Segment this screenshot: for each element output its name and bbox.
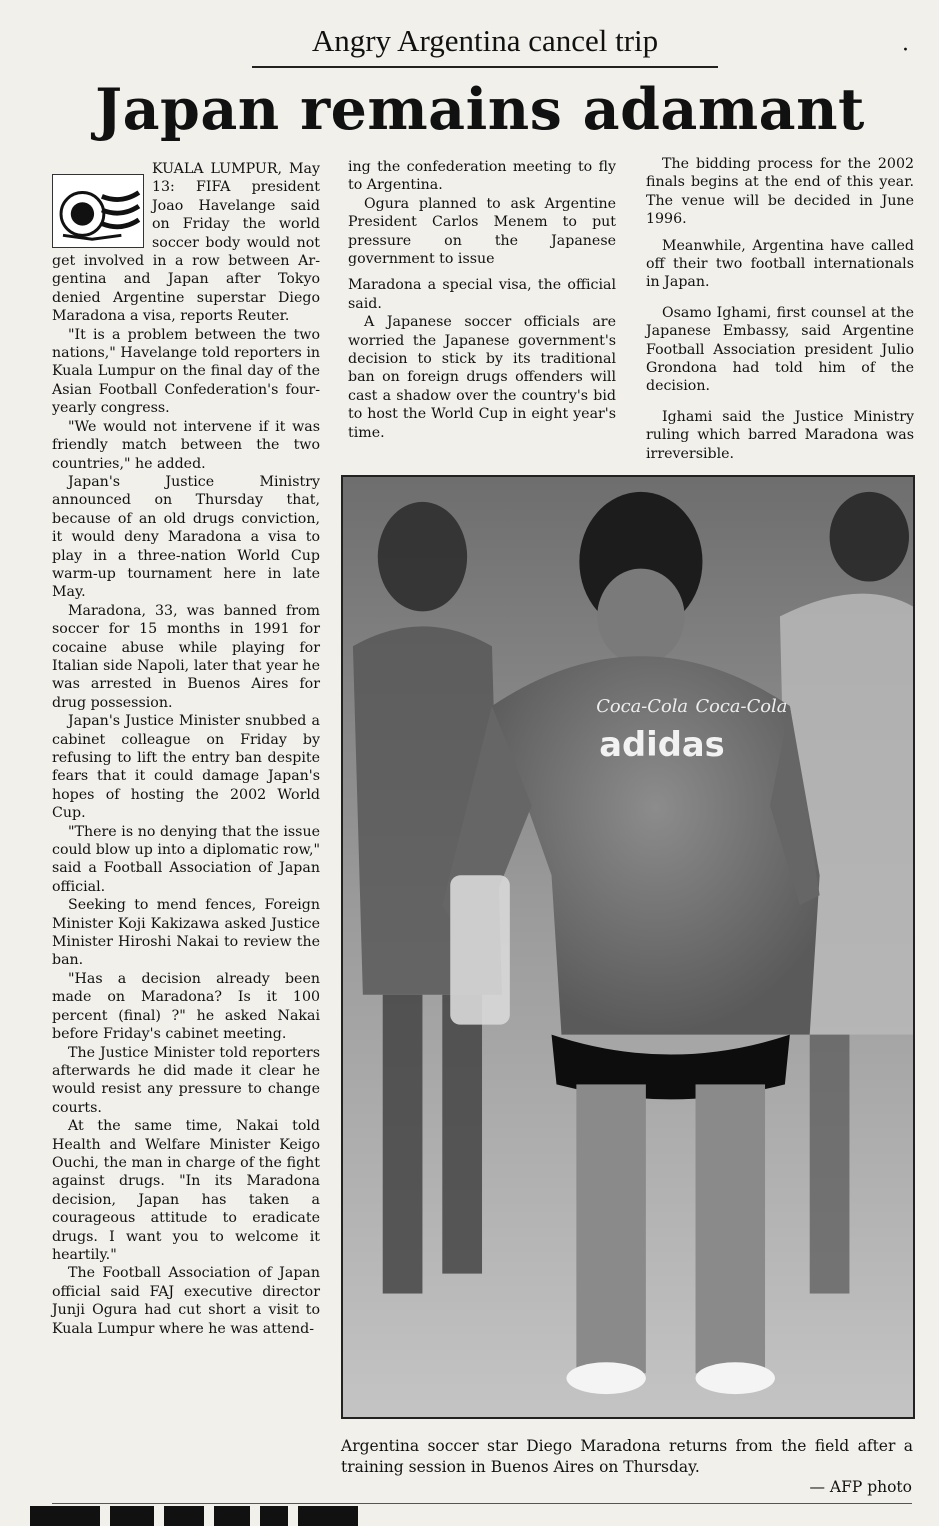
- paragraph: The Football Association of Japan official said FAJ executive director Junji Ogura had cut short a visit to Kuala Lumpur where he was attend-: [52, 1265, 320, 1337]
- paragraph: The bidding process for the 2002 finals begins at the end of this year. The venue will be decided in June 1996.: [646, 156, 914, 228]
- paragraph: Ighami said the Justice Ministry ruling which barred Maradona was irreversible.: [646, 408, 914, 462]
- news-photo: [341, 475, 915, 1419]
- paragraph: "It is a problem between the two nations," Havelange told reporters in Kuala Lumpur on the final day of the Asian Football Confederation's four-yearly congress.: [52, 326, 321, 417]
- bottom-rule: [52, 1503, 912, 1504]
- paragraph: Ogura planned to ask Argentine President Carlos Menem to put pressure on the Japanese government to issue: [348, 195, 616, 268]
- next-article-headline-fragment: [30, 1506, 910, 1526]
- coca-cola-logo-text: Coca-Cola: [596, 695, 689, 718]
- paragraph: "Has a decision already been made on Maradona? Is it 100 percent (final) ?" he asked Nakai before Friday's cabinet meeting.: [52, 970, 320, 1043]
- kicker-headline: Angry Argentina cancel trip: [252, 16, 718, 68]
- paragraph: The Justice Minister told reporters afterwards he did made it clear he would resist any pressure to change courts.: [52, 1044, 320, 1116]
- paragraph: Osamo Ighami, first counsel at the Japanese Embassy, said Argentine Football Association president Julio Grondona had told him of the decision.: [646, 304, 914, 395]
- caption-text: Argentina soccer star Diego Maradona returns from the field after a training session in Buenos Aires on Thursday.: [341, 1437, 913, 1476]
- main-headline: Japan remains adamant: [95, 76, 865, 143]
- article-column-3: [646, 155, 914, 463]
- adidas-logo-text: adidas: [599, 724, 725, 764]
- paragraph: At the same time, Nakai told Health and Welfare Minister Keigo Ouchi, the man in charge of the fight against drugs. "In its Maradona decision, Japan has taken a courageous attitude to eradicate drugs. I want you to welcome it heartily.": [52, 1118, 320, 1263]
- world-cup-logo-icon: [52, 174, 144, 248]
- paragraph: Japan's Justice Minister snubbed a cabinet colleague on Friday by refusing to lift the entry ban despite fears that it could damage Japan's hopes of hosting the 2002 World Cup.: [52, 713, 320, 822]
- paragraph: ing the confederation meeting to fly to Argentina.: [348, 159, 616, 194]
- paragraph: KUALA LUMPUR, May 13: FIFA president Joao Havelange said on Friday the world soccer body would not get involved in a row between Ar-gentina and Japan after Tokyo denied Argentine superstar Diego Maradona a visa, reports Reuter.: [52, 161, 320, 325]
- print-speck: ·: [902, 38, 909, 63]
- photo-credit: — AFP photo: [809, 1478, 912, 1496]
- paragraph: Japan's Justice Ministry announced on Thursday that, because of an old drugs conviction, it would deny Maradona a visa to play in a three-nation World Cup warm-up tournament here in late May.: [52, 473, 320, 601]
- coca-cola-logo-text: Coca-Cola: [695, 695, 788, 718]
- article-column-1: [52, 160, 320, 1338]
- paragraph: Seeking to mend fences, Foreign Minister Koji Kakizawa asked Justice Minister Hiroshi Nakai to review the ban.: [52, 897, 320, 969]
- paragraph: Meanwhile, Argentina have called off their two football internationals in Japan.: [646, 237, 914, 291]
- paragraph: Maradona, 33, was banned from soccer for 15 months in 1991 for cocaine abuse while playing for Italian side Napoli, later that year he was arrested in Buenos Aires for drug possession.: [52, 602, 320, 711]
- paragraph: Maradona a special visa, the official said.: [348, 277, 616, 312]
- photo-caption: [341, 1436, 913, 1477]
- paragraph: "We would not intervene if it was friendly match between the two countries," he added.: [52, 418, 320, 472]
- paragraph: "There is no denying that the issue could blow up into a diplomatic row," said a Football Association of Japan official.: [52, 823, 320, 895]
- paragraph: A Japanese soccer officials are worried the Japanese government's decision to stick by its traditional ban on foreign drugs offenders will cast a shadow over the country's bid to host the World Cup in eight year's time.: [348, 314, 616, 441]
- article-column-2: [348, 158, 616, 442]
